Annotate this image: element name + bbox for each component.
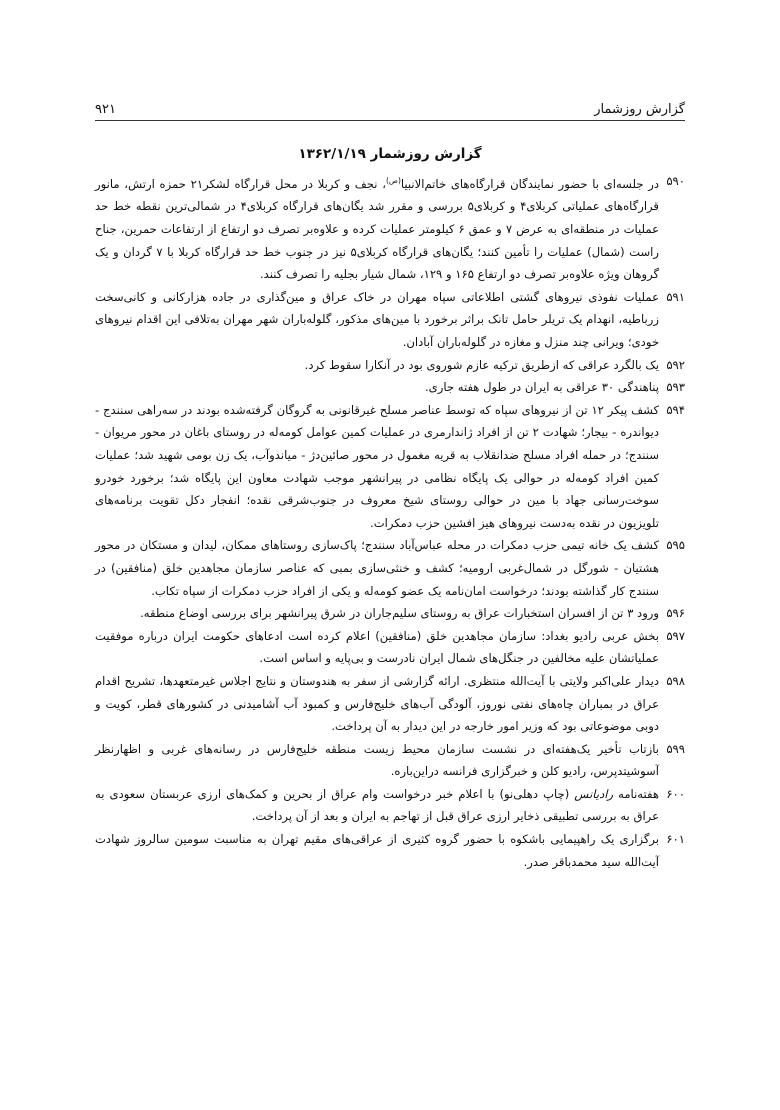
page-number: ۹۲۱ <box>95 102 116 117</box>
entry-number: ۵۹۱ <box>666 289 685 304</box>
list-item: ۵۹۰ در جلسه‌ای با حضور نمایندگان قرارگاه‌های خاتم‌الانبیا$^{(ص)}$، نجف و کربلا در محل قرارگاه لشکر۲۱ حمزه ارتش، مانور قرارگاه‌های عملیاتی کربلای۴ و کربلای۵ بررسی و مقرر شد یگان‌های قرارگاه کربلای۴ در شمالی‌ترین نقطه خط حد عملیات در منطقه‌ای به عرض ۷ و عمق ۶ کیلومتر عملیات کرده و علاوه‌بر تصرف دو ارتفاع از ارتفاعات حمرین، جناح راست (شمال) عملیات را تأمین کنند؛ یگان‌های قرارگاه کربلای۵ نیز در جنوب خط حد قرارگاه کربلا با ۷ گردان و یک گروهان ویژه علاوه‌بر تصرف دو ارتفاع ۱۶۵ و ۱۲۹، شمال شیار بجلیه را تصرف کنند. <box>95 170 685 286</box>
entry-number: ۶۰۱ <box>666 832 685 847</box>
list-item: ۵۹۸ دیدار علی‌اکبر ولایتی با آیت‌الله منتظری. ارائه گزارشی از سفر به هندوستان و نتایج اجلاس غیرمتعهدها، تشریح اقدام عراق در بمباران چاه‌های نفتی نوروز، آلودگی آب‌های خلیج‌فارس و کمبود آب آشامیدنی در کشورهای قطر، کویت و دوبی موضوعاتی بود که وزیر امور خارجه در این دیدار به آن پرداخت. <box>95 670 685 738</box>
entry-number: ۵۹۲ <box>666 357 685 372</box>
entry-number: ۵۹۴ <box>666 402 685 417</box>
list-item: ۶۰۱ برگزاری یک راهپیمایی باشکوه با حضور گروه کثیری از عراقی‌های مقیم تهران به مناسبت سومین سالروز شهادت آیت‌الله سید محمدباقر صدر. <box>95 828 685 873</box>
list-item: ۵۹۶ ورود ۳ تن از افسران استخبارات عراق به روستای سلیم‌جاران در شرق پیرانشهر برای بررسی اوضاع منطقه. <box>95 602 685 625</box>
page-header <box>95 93 685 117</box>
list-item: ۵۹۲ یک بالگرد عراقی که ازطریق ترکیه عازم شوروی بود در آنکارا سقوط کرد. <box>95 354 685 377</box>
list-item: ۵۹۵ کشف یک خانه تیمی حزب دمکرات در محله عباس‌آباد سنندج؛ پاک‌سازی روستاهای ممکان، لیدان و مستکان در محور هشتیان - شورگل در شمال‌غربی ارومیه؛ کشف و خنثی‌سازی بمبی که عناصر سازمان مجاهدین خلق (منافقین) در سنندج کار گذاشته بودند؛ درخواست امان‌نامه یک عضو کومه‌له و یکی از افراد حزب دمکرات از سپاه تکاب. <box>95 534 685 602</box>
entry-number: ۵۹۵ <box>666 538 685 553</box>
entry-number: ۵۹۶ <box>666 606 685 621</box>
entries-list <box>95 170 685 873</box>
entry-number: ۵۹۳ <box>666 380 685 395</box>
report-title: گزارش روزشمار ۱۳۶۲/۱/۱۹ <box>298 146 482 162</box>
list-item: ۶۰۰ هفته‌نامه رادیانس (چاپ دهلی‌نو) با اعلام خبر درخواست وام عراق از بحرین و کمک‌های ارزی عربستان سعودی به عراق به بررسی تطبیقی ذخایر ارزی عراق قبل از تهاجم به ایران و بعد از آن پرداخت. <box>95 783 685 828</box>
list-item: ۵۹۳ پناهندگی ۳۰ عراقی به ایران در طول هفته جاری. <box>95 376 685 399</box>
list-item: ۵۹۴ کشف پیکر ۱۲ تن از نیروهای سپاه که توسط عناصر مسلح غیرقانونی به گروگان گرفته‌شده بودند در سه‌راهی سنندج - دیواندره - بیجار؛ شهادت ۲ تن از افراد ژاندارمری در عملیات کمین عوامل کومه‌له در روستای باغان در محور مریوان - سنندج؛ در حمله افراد مسلح ضدانقلاب به قریه مغمول در محور صائین‌دژ - میاندوآب، یک زن بومی شهید شد؛ عملیات کمین افراد کومه‌له در حوالی یک پایگاه نظامی در پیرانشهر موجب شهادت معاون این پایگاه شد؛ برخورد خودرو سوخت‌رسانی جهاد با مین در حوالی روستای شیخ معروف در جنوب‌شرقی نقده؛ انفجار دکل تقویت برنامه‌های تلویزیون در نقده به‌دست نیروهای هیز افشین حزب دمکرات. <box>95 399 685 535</box>
entry-number: ۵۹۹ <box>666 741 685 756</box>
list-item: ۵۹۱ عملیات نفوذی نیروهای گشتی اطلاعاتی سپاه مهران در خاک عراق و مین‌گذاری در جاده هزارکانی و کانی‌سخت زرباطیه، انهدام یک تریلر حامل تانک براثر برخورد با مین‌های مذکور، گلوله‌باران شهر مهران به‌تلافی این اقدام نیروهای خودی؛ ویرانی چند منزل و مغازه در گلوله‌باران آبادان. <box>95 286 685 354</box>
list-item: ۵۹۷ بخش عربی رادیو بغداد: سازمان مجاهدین خلق (منافقین) اعلام کرده است ادعاهای حکومت ایران درباره موفقیت عملیاتشان علیه مخالفین در جنگل‌های شمال ایران نادرست و بی‌پایه و اساس است. <box>95 625 685 670</box>
superscript: (ص) <box>385 176 401 185</box>
list-item: ۵۹۹ بازتاب تأخیر یک‌هفته‌ای در نشست سازمان محیط زیست منطقه خلیج‌فارس در رسانه‌های غربی و اظهارنظر آسوشیتدپرس، رادیو کلن و خبرگزاری فرانسه دراین‌باره. <box>95 738 685 783</box>
publication-name: رادیانس <box>574 786 614 801</box>
entry-number: ۵۹۰ <box>666 174 685 188</box>
running-title: گزارش روزشمار <box>594 102 685 117</box>
entry-number: ۵۹۸ <box>666 673 685 688</box>
header-rule <box>95 120 685 121</box>
entry-number: ۵۹۷ <box>666 628 685 643</box>
entry-number: ۶۰۰ <box>666 786 685 801</box>
